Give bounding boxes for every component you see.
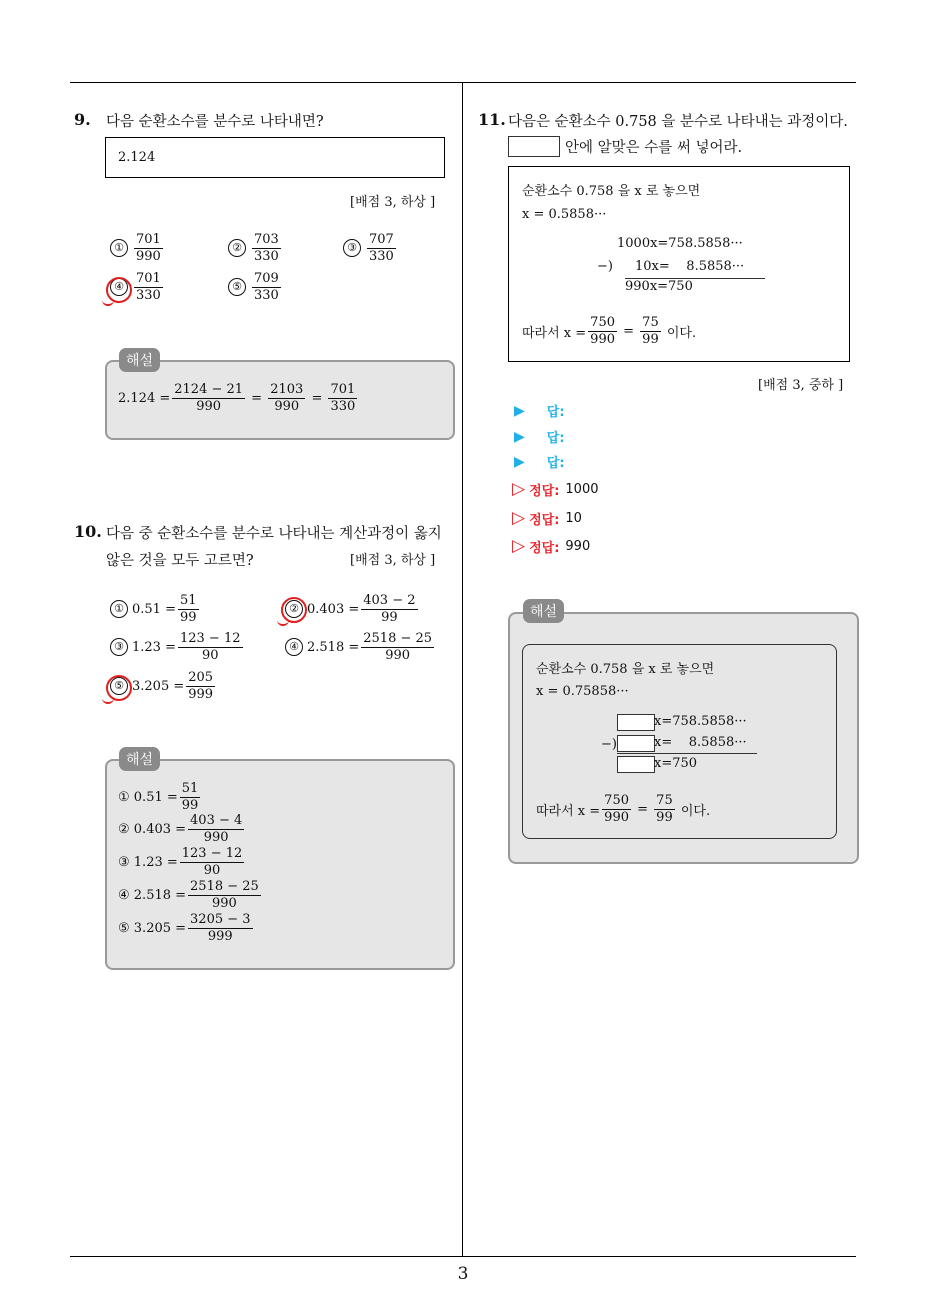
outline-triangle-icon: ▷ bbox=[512, 479, 526, 499]
q11-blank-indicator bbox=[508, 136, 560, 157]
q11-text-line1: 다음은 순환소수 0.758 을 분수로 나타내는 과정이다. bbox=[508, 114, 848, 130]
page-number: 3 bbox=[457, 1264, 469, 1284]
q9-option-5[interactable] bbox=[228, 271, 283, 303]
fraction: $\frac{75}{99}$ bbox=[656, 793, 673, 825]
q10-number: 10. bbox=[74, 522, 102, 541]
q10-solution-line-1: ① 0.51 = $\frac{51}{99}$ bbox=[118, 781, 199, 813]
play-triangle-icon: ▶ bbox=[514, 453, 525, 470]
q10-text-line1: 다음 중 순환소수를 분수로 나타내는 계산과정이 옳지 bbox=[106, 526, 442, 542]
q9-option-1[interactable] bbox=[110, 232, 165, 264]
process-eq-1: 1000x=758.5858··· bbox=[617, 236, 743, 251]
q11-answer-3: ▷ 정답: 990 bbox=[512, 536, 591, 556]
option-lhs: 1.23 = bbox=[132, 639, 176, 655]
solution-eq-2: x= 8.5858··· bbox=[654, 735, 747, 750]
q11-number: 11. bbox=[478, 110, 506, 129]
option-mark: ① bbox=[110, 239, 128, 257]
process-conclusion: 따라서 x = $\frac{750}{990}$ = $\frac{75}{99}$ 이다. bbox=[522, 315, 697, 347]
q11-tip-3: ▶ 답: bbox=[514, 453, 565, 471]
outline-triangle-icon: ▷ bbox=[512, 508, 526, 528]
solution-eq-3: x=750 bbox=[654, 756, 698, 771]
process-eq-3: 990x=750 bbox=[625, 279, 693, 294]
option-mark: ② bbox=[228, 239, 246, 257]
fraction: $\frac{123 - 12}{90}$ bbox=[181, 846, 243, 878]
q9-option-3[interactable] bbox=[343, 232, 398, 264]
q9-number: 9. bbox=[74, 110, 91, 129]
option-fraction: $\frac{123 - 12}{90}$ bbox=[179, 631, 241, 663]
option-fraction: $\frac{205}{999}$ bbox=[188, 670, 214, 702]
process-line: 순환소수 0.758 을 x 로 놓으면 bbox=[522, 184, 701, 199]
q11-answer-2: ▷ 정답: 10 bbox=[512, 508, 582, 528]
q9-given: 2.124 bbox=[118, 150, 156, 165]
q9-solution-eq: 2.124 = $\frac{2124 - 21}{990}$ = $\frac{2103}{990}$ = $\frac{701}{330}$ bbox=[118, 382, 356, 414]
fraction: $\frac{2518 - 25}{990}$ bbox=[190, 879, 259, 911]
option-mark: ⑤ bbox=[110, 677, 128, 695]
subtract-sign: −) bbox=[597, 259, 613, 274]
q11-answer-1: ▷ 정답: 1000 bbox=[512, 479, 599, 499]
option-lhs: 2.518 = bbox=[307, 639, 360, 655]
option-fraction: $\frac{2518 - 25}{990}$ bbox=[363, 631, 433, 663]
fraction: $\frac{75}{99}$ bbox=[642, 315, 659, 347]
option-mark: ③ bbox=[343, 239, 361, 257]
q9-text: 다음 순환소수를 분수로 나타내면? bbox=[106, 114, 324, 130]
play-triangle-icon: ▶ bbox=[514, 428, 525, 445]
option-fraction: $\frac{701}{990}$ bbox=[136, 232, 161, 264]
solution-line: 순환소수 0.758 을 x 로 놓으면 bbox=[536, 662, 715, 677]
fraction: $\frac{3205 - 3}{999}$ bbox=[190, 912, 251, 944]
option-fraction: $\frac{701}{330}$ bbox=[136, 271, 161, 303]
option-lhs: 0.403 = bbox=[307, 601, 360, 617]
subtract-line bbox=[617, 753, 757, 754]
q9-meta: [배점 3, 하상 ] bbox=[350, 195, 436, 210]
solution-conclusion: 따라서 x = $\frac{750}{990}$ = $\frac{75}{99}$ 이다. bbox=[536, 793, 711, 825]
fraction: $\frac{750}{990}$ bbox=[590, 315, 615, 347]
footer-rule bbox=[70, 1256, 856, 1257]
q11-text-line2: 안에 알맞은 수를 써 넣어라. bbox=[565, 140, 743, 156]
answer-blank-3[interactable] bbox=[617, 756, 655, 773]
fraction: $\frac{2103}{990}$ bbox=[270, 382, 304, 414]
q10-option-1[interactable] bbox=[110, 593, 201, 625]
q10-solution-line-2: ② 0.403 = $\frac{403 - 4}{990}$ bbox=[118, 813, 243, 845]
q10-solution-tag: 해설 bbox=[119, 747, 160, 771]
solution-eq-1: x=758.5858··· bbox=[654, 714, 747, 729]
q10-option-4[interactable] bbox=[285, 631, 436, 663]
option-lhs: 3.205 = bbox=[132, 678, 185, 694]
q10-option-3[interactable] bbox=[110, 631, 245, 663]
answer-blank-2[interactable] bbox=[617, 735, 655, 752]
q9-given-box bbox=[105, 137, 445, 178]
header-rule bbox=[70, 82, 856, 83]
solution-line: x = 0.75858··· bbox=[536, 684, 629, 699]
q9-option-2[interactable] bbox=[228, 232, 283, 264]
option-mark: ⑤ bbox=[228, 278, 246, 296]
q11-meta: [배점 3, 중하 ] bbox=[758, 378, 844, 393]
fraction: $\frac{403 - 4}{990}$ bbox=[190, 813, 243, 845]
q11-solution-tag: 해설 bbox=[523, 599, 564, 623]
q10-solution-line-3: ③ 1.23 = $\frac{123 - 12}{90}$ bbox=[118, 846, 243, 878]
answer-blank-1[interactable] bbox=[617, 714, 655, 731]
q11-tip-1: ▶ 답: bbox=[514, 402, 565, 420]
option-mark: ① bbox=[110, 600, 128, 618]
q10-solution-line-4: ④ 2.518 = $\frac{2518 - 25}{990}$ bbox=[118, 879, 259, 911]
option-mark: ④ bbox=[110, 278, 128, 296]
q11-process-box bbox=[508, 166, 850, 362]
q11-solution-inner bbox=[522, 644, 837, 839]
q10-meta: [배점 3, 하상 ] bbox=[350, 553, 436, 568]
process-eq-2: 10x= 8.5858··· bbox=[635, 259, 745, 274]
fraction: $\frac{750}{990}$ bbox=[604, 793, 629, 825]
fraction: $\frac{701}{330}$ bbox=[330, 382, 356, 414]
correct-answer-mark bbox=[106, 675, 132, 701]
option-mark: ④ bbox=[285, 638, 303, 656]
correct-answer-mark bbox=[106, 277, 132, 303]
correct-answer-mark bbox=[281, 597, 307, 623]
q10-solution-line-5: ⑤ 3.205 = $\frac{3205 - 3}{999}$ bbox=[118, 912, 251, 944]
subtract-sign: −) bbox=[601, 737, 617, 752]
fraction: $\frac{51}{99}$ bbox=[181, 781, 199, 813]
q11-tip-2: ▶ 답: bbox=[514, 428, 565, 446]
q10-text-line2: 않은 것을 모두 고르면? bbox=[106, 553, 254, 569]
option-fraction: $\frac{51}{99}$ bbox=[179, 593, 197, 625]
option-fraction: $\frac{703}{330}$ bbox=[254, 232, 279, 264]
q9-solution-tag: 해설 bbox=[119, 348, 160, 372]
option-lhs: 0.51 = bbox=[132, 601, 176, 617]
play-triangle-icon: ▶ bbox=[514, 402, 525, 419]
option-fraction: $\frac{709}{330}$ bbox=[254, 271, 279, 303]
process-line: x = 0.5858··· bbox=[522, 207, 607, 222]
option-mark: ③ bbox=[110, 638, 128, 656]
fraction: $\frac{2124 - 21}{990}$ bbox=[174, 382, 244, 414]
option-mark: ② bbox=[285, 600, 303, 618]
column-divider bbox=[462, 82, 463, 1256]
option-fraction: $\frac{403 - 2}{99}$ bbox=[363, 593, 416, 625]
option-fraction: $\frac{707}{330}$ bbox=[369, 232, 394, 264]
outline-triangle-icon: ▷ bbox=[512, 536, 526, 556]
